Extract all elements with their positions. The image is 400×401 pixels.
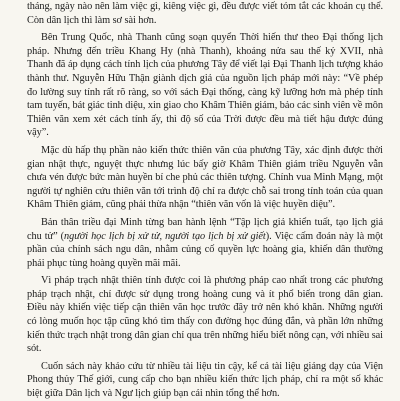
paragraph-0 bbox=[27, 0, 383, 27]
paragraph-italic-text: người học lịch bị xử tử, người tạo lịch bị xử giết bbox=[64, 230, 266, 242]
paragraph-text: Bản thân triều đại Minh từng ban hành lệnh “Tập lịch giả khiển tuất, tạo lịch giả chu tử” ( bbox=[27, 216, 383, 242]
paragraph-1 bbox=[27, 31, 383, 140]
paragraph-text: ). Việc cấm đoán này là một phần của chính sách ngu dân, nhằm củng cố quyền lực hoàng gia, khiến dân thường phải phục tùng hoàng quyền mãi mãi. bbox=[27, 230, 383, 269]
paragraph-text: Cuốn sách này khảo cứu từ nhiều tài liệu tin cậy, kể cả tài liệu giảng dạy của Viện Phong thủy Thế giới, cung cấp cho bạn nhiều kiến thức lịch pháp, chỉ ra một số khác biệt giữa Dân lịch và Ngư lịch giúp bạn cái nhìn tổng thể hơn. bbox=[27, 360, 383, 400]
paragraph-4 bbox=[27, 274, 383, 356]
paragraph-text: Mặc dù hấp thụ phần nào kiến thức thiên văn của phương Tây, xác định được thời gian nhật thực, nguyệt thực nhưng lúc bấy giờ Khâm Thiên giám triều Nguyễn vẫn chưa vén được bức màn huyền bí che phủ các thiên tượng. Chính vua Minh Mạng, một người tự nghiên cứu thiên văn tới trình độ chỉ ra được chỗ sai trong tính toán của quan Khâm Thiên giám, cũng phải thừa nhận “thiên văn vốn là việc huyền diệu”. bbox=[27, 144, 383, 211]
paragraph-text: Vì pháp trạch nhật thiên tính được coi là phương pháp cao nhất trong các phương pháp trạch nhật, chỉ được sử dụng trong hoàng cung và ít phổ biến trong dân gian. Điều này khiến việc tiếp cận thiên văn học trước đây trở nên khó khăn. Những người có lòng muốn học tập cũng khó tìm thấy con đường học đúng đắn, và phần lớn những kiến thức trạch nhật trong dân gian chỉ qua trên những hiểu biết nông cạn, với nhiều sai sót. bbox=[27, 275, 383, 355]
paragraph-3 bbox=[27, 216, 383, 270]
paragraph-5 bbox=[27, 360, 383, 401]
paragraph-text: tháng, ngày nào nên làm việc gì, kiêng việc gì, đều được viết tóm tắt các khoản cụ thể. Còn dân lịch thì làm sơ sài hơn. bbox=[27, 1, 383, 26]
paragraph-text: Bên Trung Quốc, nhà Thanh cũng soạn quyển Thời hiến thư theo Đại thống lịch pháp. Nhưng đến triều Khang Hy (nhà Thanh), khoảng nửa sau thế kỷ XVII, nhà Thanh đã áp dụng cách tính lịch của phương Tây để viết lại Đại Thanh lịch tượng khảo thành thư. Nguyễn Hữu Thận giành dịch giả của nguồn lịch pháp mới này: “Về phép đo lường suy tính rất rõ ràng, so với sách Đại thống, càng kỹ lưỡng hơn mà phép tính tam tuyến, bát giác tinh diệu, xin giao cho Khâm Thiên giám, bảo các sinh viên về môn Thiên văn xem xét cách tính ấy, thì độ số của Trời được đều mà tiết hậu được đúng vậy”. bbox=[27, 32, 383, 139]
paragraph-2 bbox=[27, 144, 383, 212]
